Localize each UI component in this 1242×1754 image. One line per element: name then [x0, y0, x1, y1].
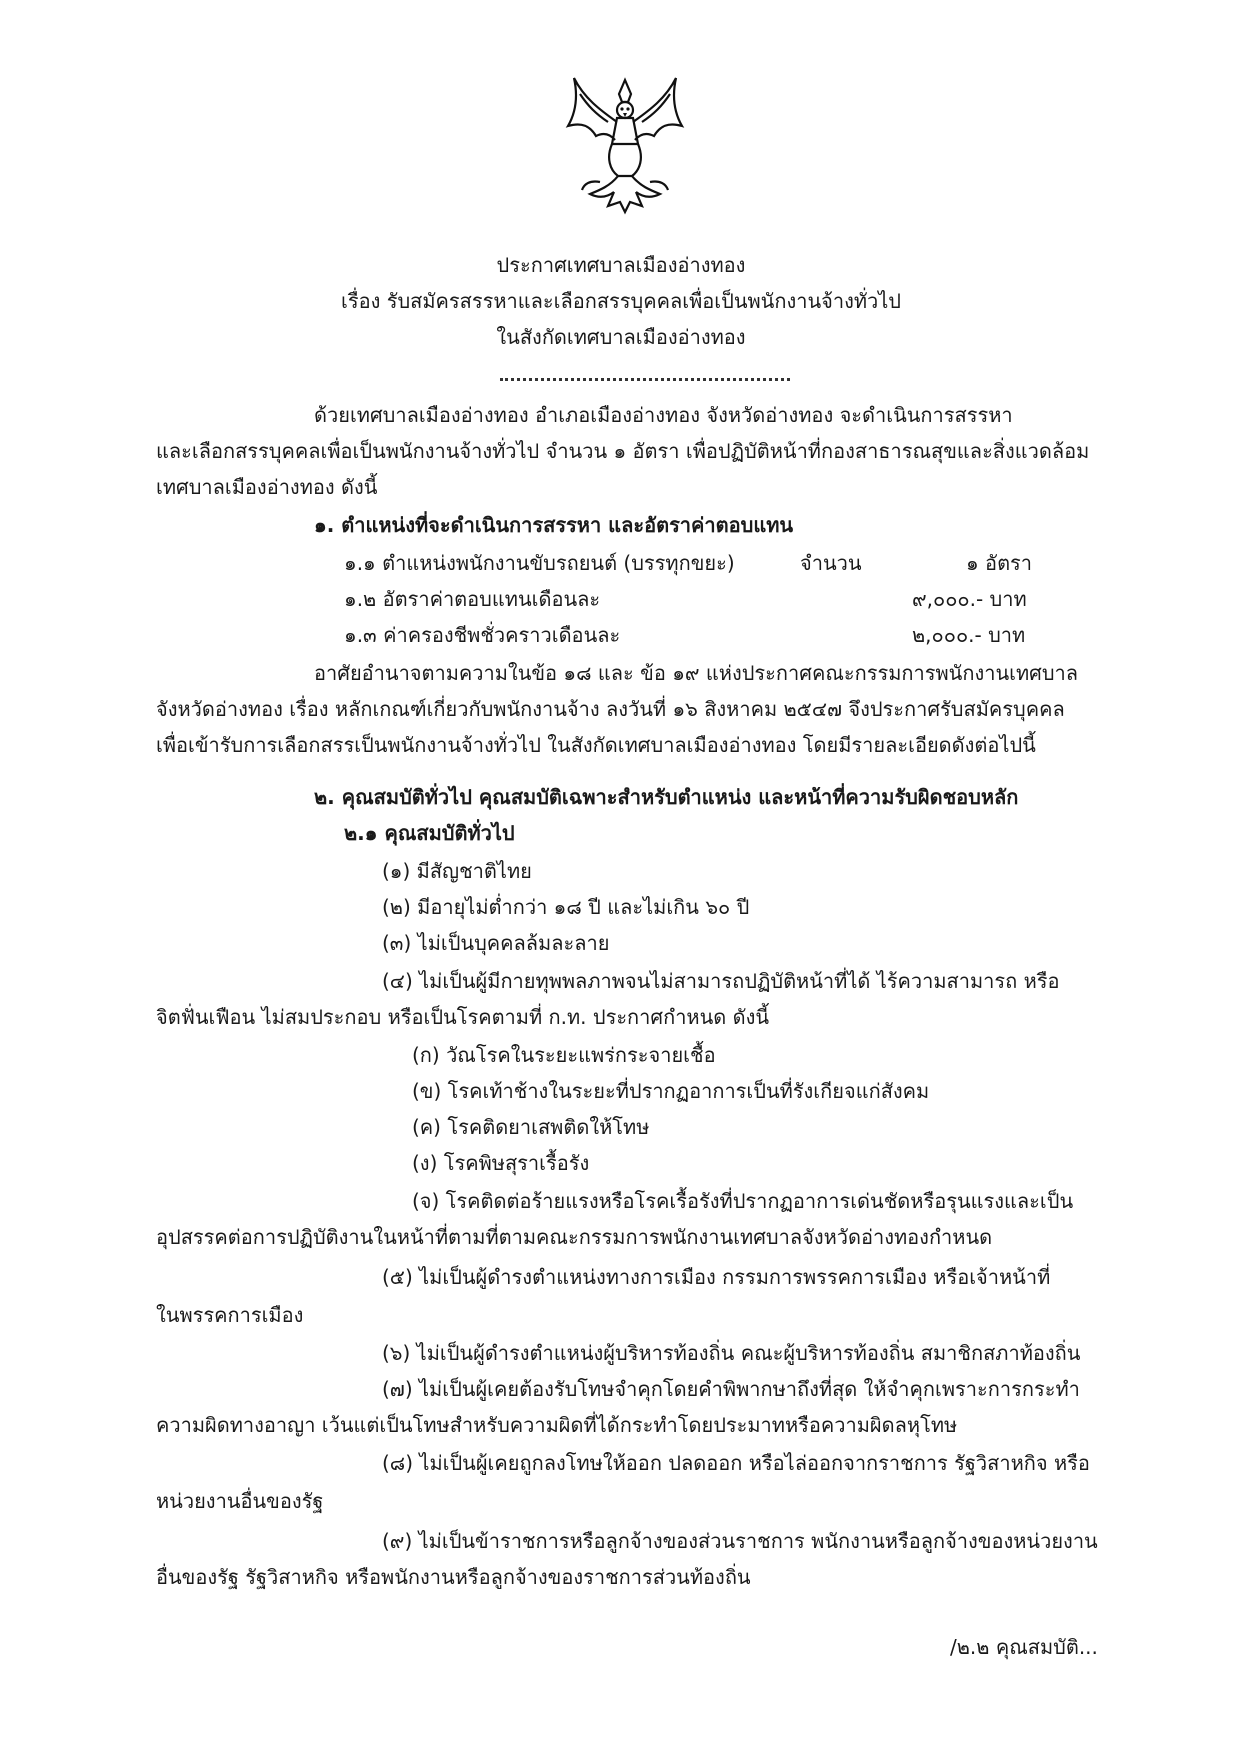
- garuda-emblem-icon: [560, 72, 690, 222]
- separator-dots: [500, 378, 790, 381]
- disease-line: (ก) วัณโรคในระยะแพร่กระจายเชื้อ: [412, 1043, 716, 1067]
- qualification-line: (๘) ไม่เป็นผู้เคยถูกลงโทษให้ออก ปลดออก หรือไล่ออกจากราชการ รัฐวิสาหกิจ หรือ: [382, 1451, 1090, 1475]
- item-value: ๒,๐๐๐.- บาท: [912, 623, 1026, 647]
- qualification-line: (๖) ไม่เป็นผู้ดำรงตำแหน่งผู้บริหารท้องถิ่น คณะผู้บริหารท้องถิ่น สมาชิกสภาท้องถิ่น: [382, 1341, 1081, 1365]
- item-label: ๑.๓ ค่าครองชีพชั่วคราวเดือนละ: [344, 623, 621, 647]
- intro-line: เทศบาลเมืองอ่างทอง ดังนี้: [156, 475, 378, 499]
- qualification-line: (๒) มีอายุไม่ต่ำกว่า ๑๘ ปี และไม่เกิน ๖๐ ปี: [382, 895, 750, 919]
- qualification-line: จิตฟั่นเฟือน ไม่สมประกอบ หรือเป็นโรคตามที่ ก.ท. ประกาศกำหนด ดังนี้: [156, 1005, 770, 1029]
- qualification-line: (๕) ไม่เป็นผู้ดำรงตำแหน่งทางการเมือง กรรมการพรรคการเมือง หรือเจ้าหน้าที่: [382, 1265, 1051, 1289]
- announcement-title: ประกาศเทศบาลเมืองอ่างทอง: [496, 253, 746, 277]
- qualification-line: หน่วยงานอื่นของรัฐ: [156, 1489, 324, 1513]
- authority-line: เพื่อเข้ารับการเลือกสรรเป็นพนักงานจ้างทั่วไป ในสังกัดเทศบาลเมืองอ่างทอง โดยมีรายละเอียดดังต่อไปนี้: [156, 733, 1036, 757]
- disease-line: (ข) โรคเท้าช้างในระยะที่ปรากฏอาการเป็นที่รังเกียจแก่สังคม: [412, 1079, 930, 1103]
- qualification-line: (๔) ไม่เป็นผู้มีกายทุพพลภาพจนไม่สามารถปฏิบัติหน้าที่ได้ ไร้ความสามารถ หรือ: [382, 969, 1060, 993]
- qualification-line: ความผิดทางอาญา เว้นแต่เป็นโทษสำหรับความผิดที่ได้กระทำโดยประมาทหรือความผิดลหุโทษ: [156, 1413, 958, 1437]
- qualification-line: (๗) ไม่เป็นผู้เคยต้องรับโทษจำคุกโดยคำพิพากษาถึงที่สุด ให้จำคุกเพราะการกระทำ: [382, 1377, 1080, 1401]
- item-label: ๑.๒ อัตราค่าตอบแทนเดือนละ: [344, 587, 601, 611]
- announcement-affiliation: ในสังกัดเทศบาลเมืองอ่างทอง: [496, 325, 746, 349]
- authority-line: อาศัยอำนาจตามความในข้อ ๑๘ และ ข้อ ๑๙ แห่งประกาศคณะกรรมการพนักงานเทศบาล: [314, 661, 1079, 685]
- continued-marker: /๒.๒ คุณสมบัติ...: [950, 1635, 1098, 1659]
- section2-heading: ๒. คุณสมบัติทั่วไป คุณสมบัติเฉพาะสำหรับตำแหน่ง และหน้าที่ความรับผิดชอบหลัก: [314, 785, 1019, 809]
- qualification-line: (๑) มีสัญชาติไทย: [382, 859, 532, 883]
- qualification-line: อื่นของรัฐ รัฐวิสาหกิจ หรือพนักงานหรือลูกจ้างของราชการส่วนท้องถิ่น: [156, 1565, 751, 1589]
- intro-line: ด้วยเทศบาลเมืองอ่างทอง อำเภอเมืองอ่างทอง จังหวัดอ่างทอง จะดำเนินการสรรหา: [314, 403, 1013, 427]
- qualification-line: ในพรรคการเมือง: [156, 1303, 304, 1327]
- section1-heading: ๑. ตำแหน่งที่จะดำเนินการสรรหา และอัตราค่าตอบแทน: [314, 513, 794, 537]
- disease-line: (ค) โรคติดยาเสพติดให้โทษ: [412, 1115, 650, 1139]
- item-label: ๑.๑ ตำแหน่งพนักงานขับรถยนต์ (บรรทุกขยะ): [344, 551, 735, 575]
- qualification-line: (๙) ไม่เป็นข้าราชการหรือลูกจ้างของส่วนราชการ พนักงานหรือลูกจ้างของหน่วยงาน: [382, 1529, 1098, 1553]
- qualification-line: (๓) ไม่เป็นบุคคลล้มละลาย: [382, 931, 610, 955]
- item-mid: จำนวน: [800, 551, 862, 575]
- announcement-subject: เรื่อง รับสมัครสรรหาและเลือกสรรบุคคลเพื่อเป็นพนักงานจ้างทั่วไป: [340, 289, 902, 313]
- item-value: ๙,๐๐๐.- บาท: [912, 587, 1027, 611]
- intro-line: และเลือกสรรบุคคลเพื่อเป็นพนักงานจ้างทั่วไป จำนวน ๑ อัตรา เพื่อปฏิบัติหน้าที่กองสาธารณสุขและสิ่งแวดล้อม: [156, 439, 1090, 463]
- disease-line: อุปสรรคต่อการปฏิบัติงานในหน้าที่ตามที่ตามคณะกรรมการพนักงานเทศบาลจังหวัดอ่างทองกำหนด: [156, 1225, 993, 1249]
- item-value: ๑ อัตรา: [966, 551, 1033, 575]
- disease-line: (ง) โรคพิษสุราเรื้อรัง: [412, 1151, 590, 1175]
- authority-line: จังหวัดอ่างทอง เรื่อง หลักเกณฑ์เกี่ยวกับพนักงานจ้าง ลงวันที่ ๑๖ สิงหาคม ๒๕๔๗ จึงประกาศรับสมัครบุคคล: [156, 697, 1065, 721]
- section2-subheading: ๒.๑ คุณสมบัติทั่วไป: [344, 821, 515, 845]
- disease-line: (จ) โรคติดต่อร้ายแรงหรือโรคเรื้อรังที่ปรากฏอาการเด่นชัดหรือรุนแรงและเป็น: [412, 1189, 1074, 1213]
